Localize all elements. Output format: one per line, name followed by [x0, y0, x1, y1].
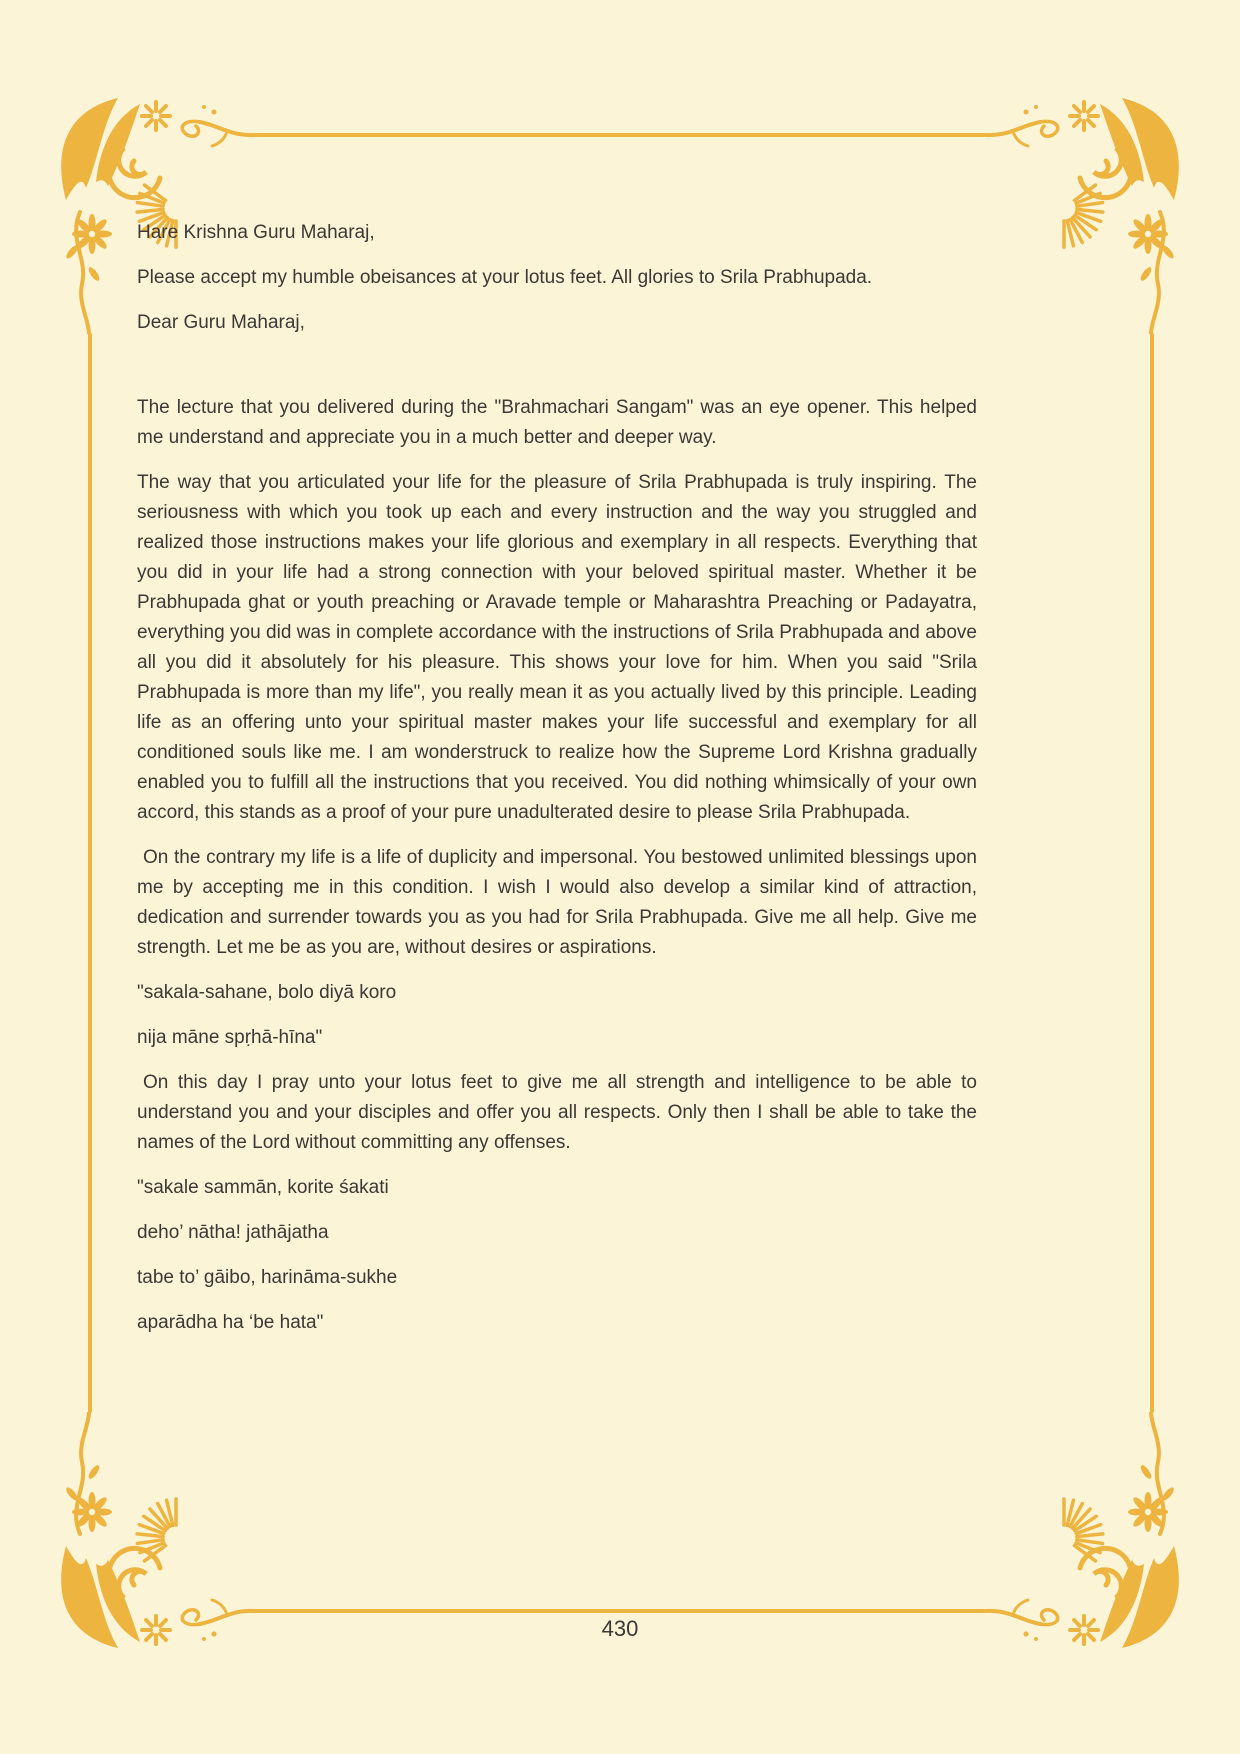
- body-paragraph-2: The way that you articulated your life for the pleasure of Srila Prabhupada is truly inspiring. The seriousness with which you took up each and every instruction and the way you struggled and realized those instructions makes your life glorious and exemplary in all respects. Everything that you did in your life had a strong connection with your beloved spiritual master. Whether it be Prabhupada ghat or youth preaching or Aravade temple or Maharashtra Preaching or Padayatra, everything you did was in complete accordance with the instructions of Srila Prabhupada and above all you did it absolutely for his pleasure. This shows your love for him. When you said "Srila Prabhupada is more than my life", you really mean it as you actually lived by this principle. Leading life as an offering unto your spiritual master makes your life successful and exemplary for all conditioned souls like me. I am wonderstruck to realize how the Supreme Lord Krishna gradually enabled you to fulfill all the instructions that you received. You did nothing whimsically of your own accord, this stands as a proof of your pure unadulterated desire to please Srila Prabhupada.: [137, 472, 977, 823]
- verse2-line-2: deho’ nātha! jathājatha: [137, 1222, 329, 1243]
- salutation-line: Hare Krishna Guru Maharaj,: [137, 222, 375, 243]
- frame-border-top: [252, 133, 986, 137]
- body-paragraph-3: On the contrary my life is a life of duplicity and impersonal. You bestowed unlimited blessings upon me by accepting me in this condition. I wish I would also develop a similar kind of attraction, dedication and surrender towards you as you had for Srila Prabhupada. Give me all help. Give me strength. Let me be as you are, without desires or aspirations.: [137, 847, 977, 958]
- verse1-line-2: nija māne spṛhā-hīna": [137, 1027, 323, 1048]
- letter-body: [137, 218, 977, 1353]
- page-number: 430: [601, 1616, 639, 1641]
- frame-border-bottom: [252, 1609, 986, 1613]
- obeisance-line: Please accept my humble obeisances at your lotus feet. All glories to Srila Prabhupada.: [137, 267, 873, 288]
- verse1-line-1: "sakala-sahane, bolo diyā koro: [137, 982, 397, 1003]
- body-paragraph-1: The lecture that you delivered during the "Brahmachari Sangam" was an eye opener. This helped me understand and appreciate you in a much better and deeper way.: [137, 397, 977, 448]
- prayer-paragraph: On this day I pray unto your lotus feet to give me all strength and intelligence to be able to understand you and your disciples and offer you all respects. Only then I shall be able to take the names of the Lord without committing any offenses.: [137, 1072, 977, 1153]
- verse2-line-4: aparādha ha ‘be hata": [137, 1312, 324, 1333]
- frame-border-right: [1150, 333, 1154, 1413]
- verse2-line-3: tabe to’ gāibo, harināma-sukhe: [137, 1267, 398, 1288]
- corner-ornament-top-right-icon: [984, 94, 1184, 334]
- greeting-line: Dear Guru Maharaj,: [137, 312, 305, 333]
- paragraph-spacer: [137, 353, 977, 393]
- verse2-line-1: "sakale sammān, korite śakati: [137, 1177, 389, 1198]
- frame-border-left: [88, 333, 92, 1413]
